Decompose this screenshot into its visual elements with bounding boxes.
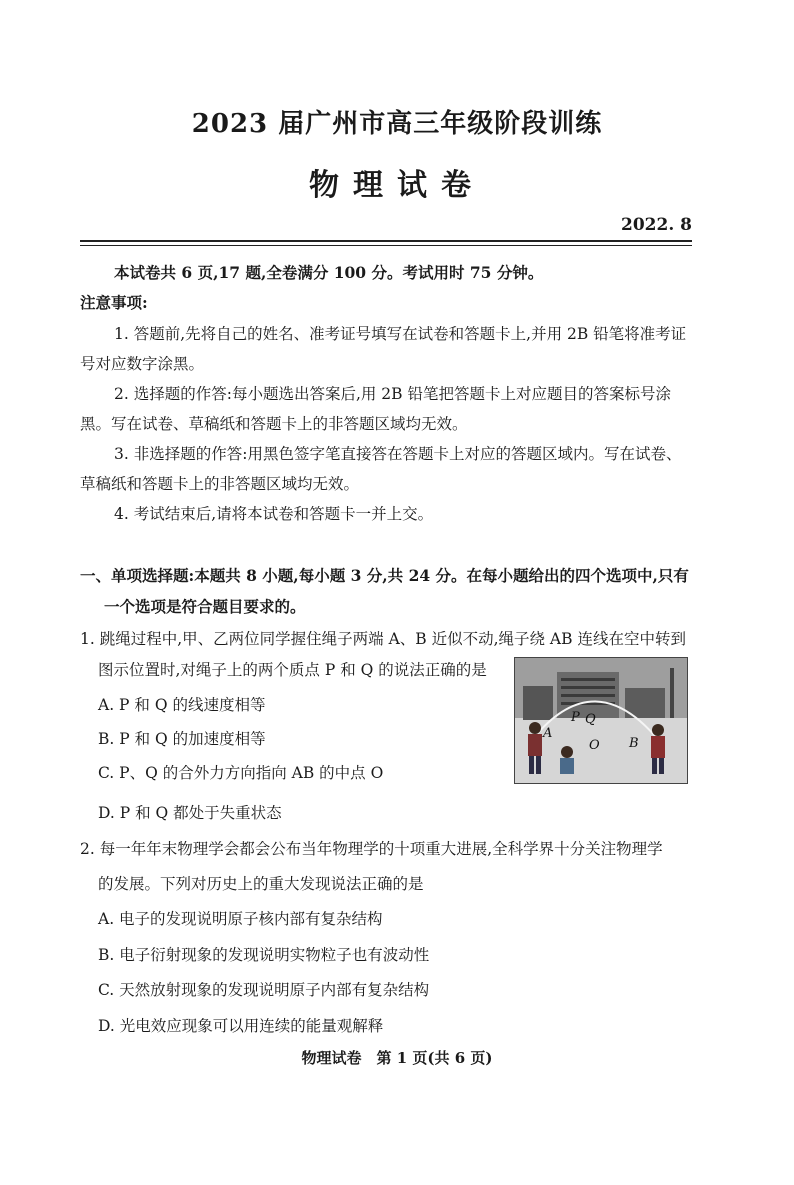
exam-date: 2022. 8 [621,215,692,235]
notice-item-3: 3. 非选择题的作答:用黑色签字笔直接答在答题卡上对应的答题区域内。写在试卷、 [114,445,682,463]
exam-subtitle: 物理试卷 [309,168,485,203]
figure-label-p: P [571,710,580,725]
notice-heading: 注意事项: [80,293,148,312]
question-2-option-b: B. 电子衍射现象的发现说明实物粒子也有波动性 [98,946,430,964]
intro-text: 本试卷共 6 页,17 题,全卷满分 100 分。考试用时 75 分钟。 [114,263,544,282]
jump-rope-photo [514,657,688,784]
question-1-option-d: D. P 和 Q 都处于失重状态 [98,804,282,822]
question-2-option-a: A. 电子的发现说明原子核内部有复杂结构 [98,910,383,928]
jump-rope-illustration [515,658,687,783]
figure-label-q: Q [585,712,596,727]
figure-label-a: A [543,726,553,741]
page-footer: 物理试卷 第 1 页(共 6 页) [301,1049,493,1067]
question-2-stem: 2. 每一年年末物理学会都会公布当年物理学的十项重大进展,全科学界十分关注物理学 [80,840,663,858]
question-1-option-c: C. P、Q 的合外力方向指向 AB 的中点 O [98,764,384,782]
question-2-option-c: C. 天然放射现象的发现说明原子内部有复杂结构 [98,981,430,999]
question-2-option-d: D. 光电效应现象可以用连续的能量观解释 [98,1017,384,1035]
notice-item-3-cont: 草稿纸和答题卡上的非答题区域均无效。 [80,475,360,493]
notice-item-1-cont: 号对应数字涂黑。 [80,355,205,373]
question-1-option-a: A. P 和 Q 的线速度相等 [98,696,266,714]
notice-item-2: 2. 选择题的作答:每小题选出答案后,用 2B 铅笔把答题卡上对应题目的答案标号涂 [114,385,671,403]
section-heading-cont: 一个选项是符合题目要求的。 [104,597,306,616]
figure-label-b: B [629,736,639,751]
question-1-stem: 1. 跳绳过程中,甲、乙两位同学握住绳子两端 A、B 近似不动,绳子绕 AB 连线在空中转到 [80,630,686,648]
notice-item-1: 1. 答题前,先将自己的姓名、准考证号填写在试卷和答题卡上,并用 2B 铅笔将准考证 [114,325,687,343]
exam-title: 2023 届广州市高三年级阶段训练 [191,109,603,139]
question-1-stem-cont: 图示位置时,对绳子上的两个质点 P 和 Q 的说法正确的是 [98,661,487,679]
notice-item-2-cont: 黑。写在试卷、草稿纸和答题卡上的非答题区域均无效。 [80,415,468,433]
notice-item-4: 4. 考试结束后,请将本试卷和答题卡一并上交。 [114,505,434,523]
header-rule-thick [80,240,692,242]
figure-label-o: O [589,738,600,753]
section-heading: 一、单项选择题:本题共 8 小题,每小题 3 分,共 24 分。在每小题给出的四个选项中,只有 [80,566,689,585]
question-1-option-b: B. P 和 Q 的加速度相等 [98,730,266,748]
question-2-stem-cont: 的发展。下列对历史上的重大发现说法正确的是 [98,875,424,893]
header-rule-thin [80,245,692,246]
